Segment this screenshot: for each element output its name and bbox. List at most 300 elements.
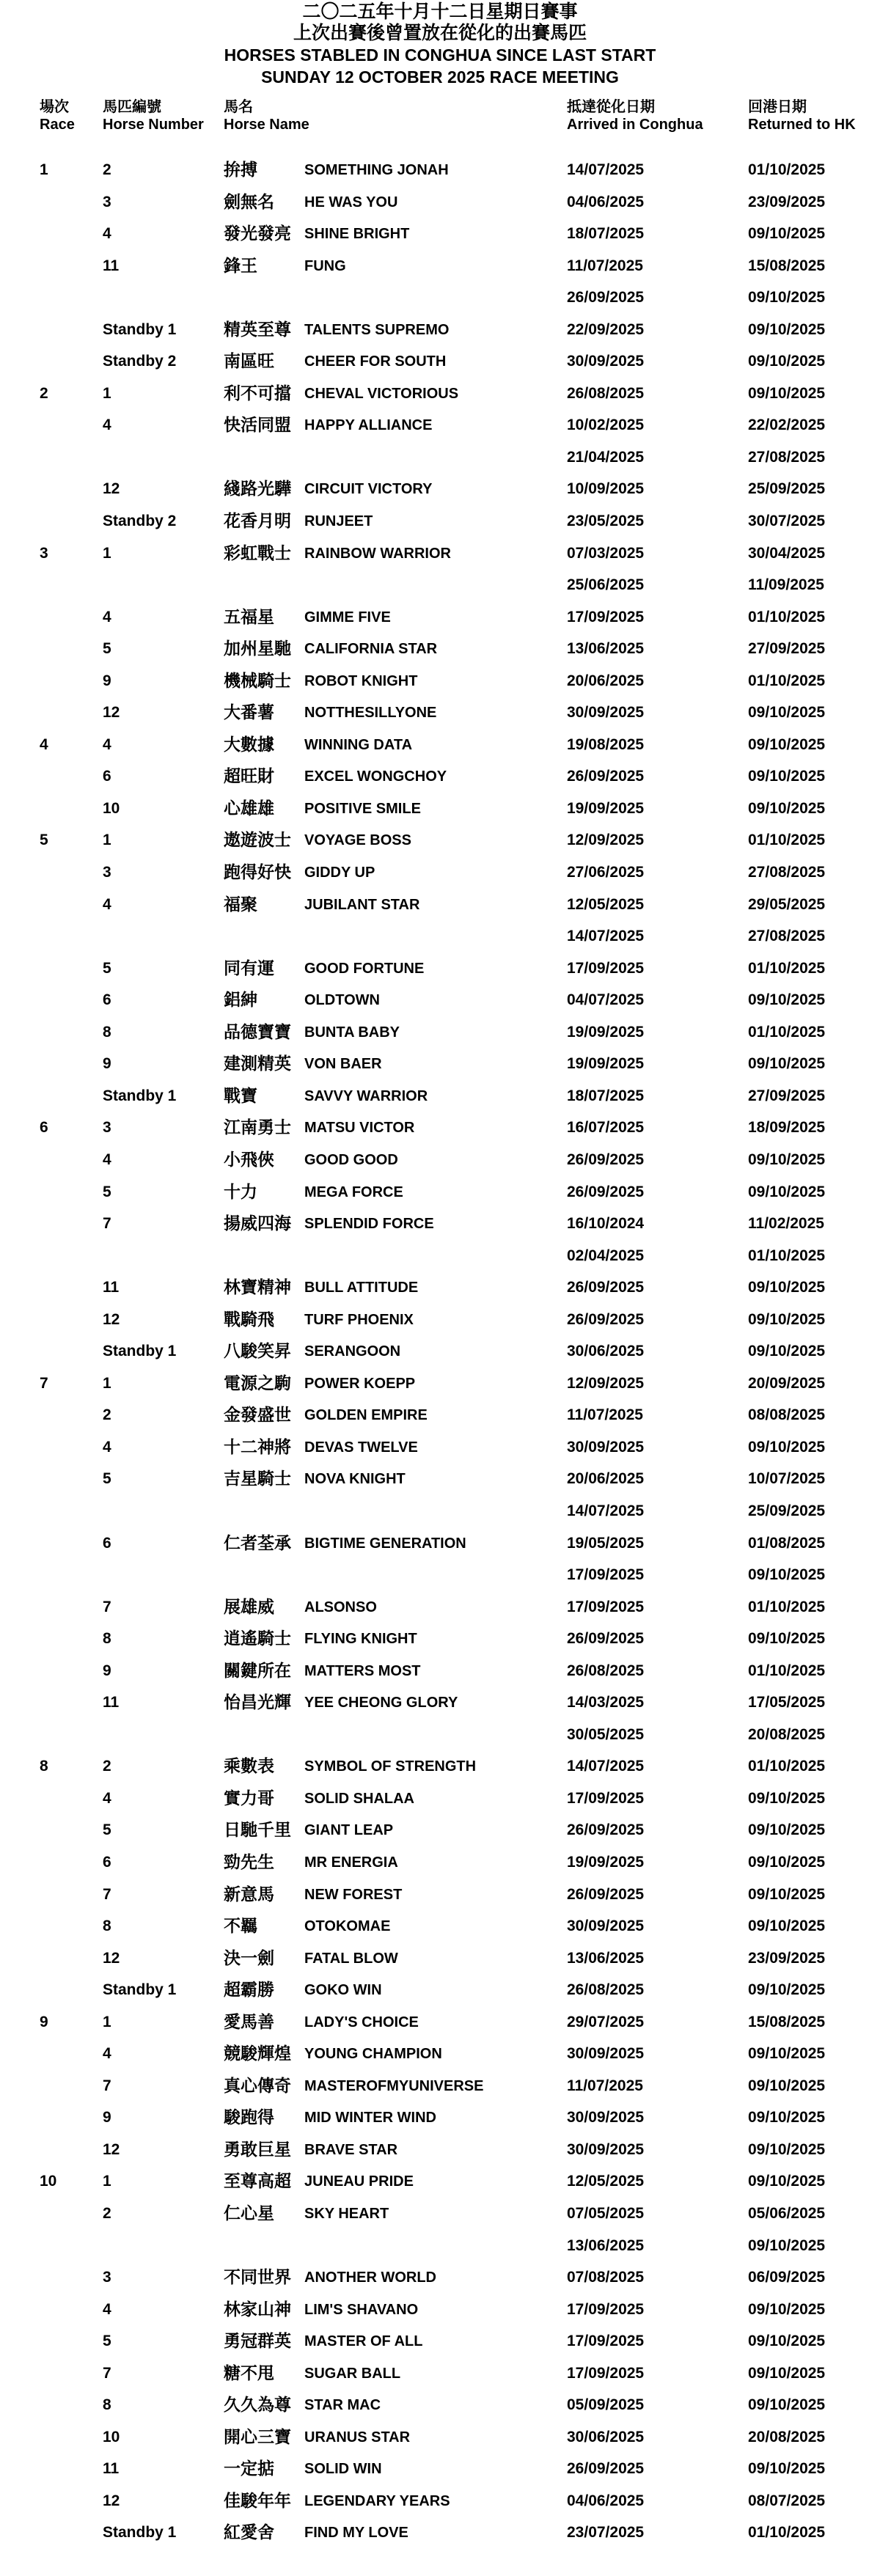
table-row <box>0 250 880 282</box>
horse-name-zh-cell: 關鍵所在 <box>224 1660 291 1680</box>
horse-number-cell: 8 <box>103 1918 111 1935</box>
arrived-date-cell: 26/09/2025 <box>567 1630 645 1648</box>
horse-name-en-cell: GOOD FORTUNE <box>304 960 425 977</box>
horse-number-cell: 1 <box>103 2173 111 2190</box>
horse-name-zh-cell: 仁心星 <box>224 2203 274 2223</box>
race-header-en: Race <box>40 117 75 133</box>
horse-name-en-cell: STAR MAC <box>304 2397 381 2414</box>
horse-number-cell: 4 <box>103 735 111 753</box>
horse-name-header-en: Horse Name <box>224 117 309 133</box>
horse-number-cell: 4 <box>103 608 111 625</box>
horse-number-cell: 4 <box>103 895 111 913</box>
returned-date-cell: 09/10/2025 <box>748 2300 826 2318</box>
horse-name-zh-cell: 鋒王 <box>224 255 257 275</box>
horse-name-en-cell: GOKO WIN <box>304 1982 382 1999</box>
returned-date-cell: 09/10/2025 <box>748 1310 826 1328</box>
returned-date-cell: 15/08/2025 <box>748 2013 826 2030</box>
arrived-date-cell: 26/09/2025 <box>567 2460 645 2478</box>
arrived-date-cell: 26/08/2025 <box>567 1662 645 1679</box>
horse-name-en-cell: LADY'S CHOICE <box>304 2014 419 2030</box>
returned-date-cell: 06/09/2025 <box>748 2269 826 2286</box>
table-row <box>0 633 880 665</box>
horse-number-cell: 1 <box>103 1374 111 1392</box>
horse-number-cell: 10 <box>103 799 120 817</box>
horse-name-en-cell: VOYAGE BOSS <box>304 832 411 849</box>
horse-name-zh-cell: 金發盛世 <box>224 1405 291 1425</box>
returned-date-cell: 09/10/2025 <box>748 2045 826 2063</box>
returned-date-cell: 01/10/2025 <box>748 1247 826 1264</box>
horse-name-zh-cell: 仁者荃承 <box>224 1533 291 1552</box>
horse-number-cell: 9 <box>103 1055 111 1073</box>
table-row <box>0 2038 880 2070</box>
arrived-date-cell: 30/06/2025 <box>567 1343 645 1360</box>
horse-number-cell: 5 <box>103 640 111 658</box>
returned-date-cell: 25/09/2025 <box>748 1502 826 1519</box>
horse-number-cell: 3 <box>103 864 111 881</box>
arrived-date-cell: 20/06/2025 <box>567 1470 645 1488</box>
table-row <box>0 1463 880 1495</box>
returned-date-cell: 01/10/2025 <box>748 832 826 849</box>
horse-name-zh-cell: 南區旺 <box>224 351 274 371</box>
arrived-date-cell: 14/07/2025 <box>567 1502 645 1519</box>
returned-date-cell: 09/10/2025 <box>748 353 826 370</box>
horse-name-en-cell: CHEVAL VICTORIOUS <box>304 385 459 402</box>
returned-date-cell: 09/10/2025 <box>748 2236 826 2254</box>
horse-name-zh-cell: 精英至尊 <box>224 319 291 339</box>
race-cell: 3 <box>40 544 48 562</box>
returned-date-cell: 27/08/2025 <box>748 864 826 881</box>
arrived-date-cell: 30/09/2025 <box>567 2109 645 2127</box>
horse-number-cell: 12 <box>103 480 120 498</box>
arrived-date-cell: 26/08/2025 <box>567 384 645 402</box>
horse-name-en-cell: SOLID WIN <box>304 2461 382 2478</box>
returned-date-cell: 09/10/2025 <box>748 1885 826 1903</box>
table-row <box>0 824 880 856</box>
arrived-date-cell: 12/05/2025 <box>567 2173 645 2190</box>
horse-name-zh-cell: 江南勇士 <box>224 1118 291 1137</box>
horse-name-en-cell: TURF PHOENIX <box>304 1311 414 1328</box>
horse-number-cell: Standby 1 <box>103 2524 177 2542</box>
horse-name-zh-cell: 小飛俠 <box>224 1149 274 1169</box>
horse-name-en-cell: MATTERS MOST <box>304 1662 421 1679</box>
arrived-date-cell: 29/07/2025 <box>567 2013 645 2030</box>
title-english-line-2: SUNDAY 12 OCTOBER 2025 RACE MEETING <box>261 67 619 87</box>
arrived-date-cell: 05/09/2025 <box>567 2396 645 2414</box>
returned-date-cell: 09/10/2025 <box>748 1630 826 1648</box>
table-row <box>0 1016 880 1049</box>
arrived-date-cell: 26/09/2025 <box>567 1885 645 1903</box>
returned-date-cell: 30/04/2025 <box>748 544 826 562</box>
horse-name-column-header <box>224 98 309 133</box>
table-row <box>0 1495 880 1527</box>
horse-name-zh-cell: 十力 <box>224 1181 257 1201</box>
horse-name-zh-cell: 久久為尊 <box>224 2395 291 2415</box>
table-row <box>0 1814 880 1846</box>
arrived-date-cell: 19/09/2025 <box>567 1853 645 1871</box>
horse-name-en-cell: GIANT LEAP <box>304 1822 394 1839</box>
arrived-date-cell: 23/07/2025 <box>567 2524 645 2542</box>
returned-date-cell: 09/10/2025 <box>748 1438 826 1456</box>
race-header-zh: 場次 <box>40 99 69 115</box>
arrived-date-cell: 26/09/2025 <box>567 768 645 785</box>
horse-name-zh-cell: 佳駿年年 <box>224 2490 291 2510</box>
horse-number-cell: 5 <box>103 1470 111 1488</box>
returned-date-cell: 11/02/2025 <box>748 1215 824 1233</box>
horse-name-zh-cell: 劍無名 <box>224 191 274 211</box>
race-cell: 4 <box>40 735 48 753</box>
table-row <box>0 2517 880 2549</box>
returned-date-cell: 01/10/2025 <box>748 672 826 689</box>
arrived-date-cell: 26/09/2025 <box>567 1310 645 1328</box>
horse-name-en-cell: EXCEL WONGCHOY <box>304 768 447 785</box>
arrived-date-cell: 17/09/2025 <box>567 608 645 625</box>
arrived-date-cell: 18/07/2025 <box>567 225 645 243</box>
horse-name-en-cell: HE WAS YOU <box>304 194 398 210</box>
race-cell: 5 <box>40 832 48 849</box>
horse-name-zh-cell: 福聚 <box>224 894 257 914</box>
horse-name-zh-cell: 乘數表 <box>224 1756 274 1776</box>
table-row <box>0 1974 880 2006</box>
table-row <box>0 569 880 601</box>
horse-number-cell: 6 <box>103 1534 111 1552</box>
arrived-header-zh: 抵達從化日期 <box>567 99 655 115</box>
returned-date-cell: 09/10/2025 <box>748 384 826 402</box>
table-row <box>0 1272 880 1304</box>
arrived-date-cell: 17/09/2025 <box>567 2300 645 2318</box>
horse-number-header-zh: 馬匹編號 <box>103 99 161 115</box>
table-row <box>0 2421 880 2454</box>
arrived-date-cell: 22/09/2025 <box>567 320 645 338</box>
arrived-date-cell: 19/09/2025 <box>567 799 645 817</box>
arrived-date-cell: 04/06/2025 <box>567 2492 645 2509</box>
returned-date-cell: 18/09/2025 <box>748 1119 826 1137</box>
arrived-date-cell: 30/06/2025 <box>567 2428 645 2445</box>
returned-date-cell: 09/10/2025 <box>748 1821 826 1839</box>
horse-number-cell: Standby 1 <box>103 1343 177 1360</box>
arrived-date-cell: 16/10/2024 <box>567 1215 645 1233</box>
arrived-date-cell: 26/09/2025 <box>567 1151 645 1168</box>
arrived-date-cell: 17/09/2025 <box>567 1566 645 1584</box>
returned-date-cell: 09/10/2025 <box>748 768 826 785</box>
table-row <box>0 1623 880 1655</box>
table-row <box>0 665 880 697</box>
horse-number-cell: 8 <box>103 1023 111 1041</box>
horse-number-cell: 8 <box>103 1630 111 1648</box>
arrived-date-cell: 17/09/2025 <box>567 2333 645 2350</box>
horse-name-zh-cell: 不同世界 <box>224 2267 291 2287</box>
table-row <box>0 1399 880 1431</box>
horse-number-cell: Standby 2 <box>103 513 177 530</box>
horse-number-column-header <box>103 98 204 133</box>
horse-name-zh-cell: 至尊高超 <box>224 2171 291 2191</box>
table-row <box>0 2325 880 2357</box>
arrived-date-cell: 26/09/2025 <box>567 289 645 307</box>
table-row <box>0 1304 880 1336</box>
table-row <box>0 314 880 346</box>
arrived-date-cell: 16/07/2025 <box>567 1119 645 1137</box>
horse-number-cell: 3 <box>103 193 111 210</box>
horse-number-cell: 9 <box>103 2109 111 2127</box>
horse-number-cell: 9 <box>103 1662 111 1679</box>
horse-name-zh-cell: 糖不甩 <box>224 2363 274 2382</box>
arrived-date-cell: 30/09/2025 <box>567 1438 645 1456</box>
returned-date-cell: 30/07/2025 <box>748 513 826 530</box>
returned-date-cell: 20/09/2025 <box>748 1374 826 1392</box>
horse-name-zh-cell: 展雄威 <box>224 1596 274 1616</box>
returned-date-cell: 09/10/2025 <box>748 1789 826 1807</box>
table-row <box>0 2389 880 2421</box>
horse-name-zh-cell: 林家山神 <box>224 2299 291 2319</box>
horse-name-en-cell: NEW FOREST <box>304 1886 403 1903</box>
arrived-date-cell: 11/07/2025 <box>567 1406 643 1424</box>
returned-date-cell: 01/10/2025 <box>748 608 826 625</box>
horse-number-cell: 11 <box>103 2460 120 2478</box>
horse-name-en-cell: SOLID SHALAA <box>304 1790 414 1807</box>
horse-name-zh-cell: 鋁紳 <box>224 990 257 1010</box>
arrived-date-cell: 27/06/2025 <box>567 864 645 881</box>
horse-name-zh-cell: 建測精英 <box>224 1054 291 1074</box>
horse-name-zh-cell: 新意馬 <box>224 1884 274 1904</box>
arrived-date-cell: 07/08/2025 <box>567 2269 645 2286</box>
horse-name-en-cell: ANOTHER WORLD <box>304 2269 436 2286</box>
table-row <box>0 1176 880 1208</box>
returned-date-cell: 09/10/2025 <box>748 2173 826 2190</box>
table-row <box>0 1783 880 1815</box>
horse-number-cell: Standby 1 <box>103 1981 177 1999</box>
horse-name-en-cell: SHINE BRIGHT <box>304 226 410 243</box>
table-row <box>0 1368 880 1400</box>
horse-name-zh-cell: 大數據 <box>224 734 274 754</box>
race-cell: 9 <box>40 2013 48 2030</box>
table-row <box>0 1942 880 1975</box>
horse-number-cell: 4 <box>103 1438 111 1456</box>
horse-name-zh-cell: 戰騎飛 <box>224 1309 274 1329</box>
table-row <box>0 1750 880 1783</box>
arrived-date-cell: 26/09/2025 <box>567 1821 645 1839</box>
horse-number-cell: 11 <box>103 1279 120 1296</box>
horse-name-en-cell: POSITIVE SMILE <box>304 800 421 817</box>
table-row <box>0 760 880 793</box>
returned-date-cell: 09/10/2025 <box>748 225 826 243</box>
horse-name-en-cell: CHEER FOR SOUTH <box>304 353 447 370</box>
returned-date-cell: 01/10/2025 <box>748 1023 826 1041</box>
column-header-row <box>0 98 880 154</box>
horse-name-en-cell: YEE CHEONG GLORY <box>304 1695 458 1711</box>
table-row <box>0 889 880 921</box>
horse-name-header-zh: 馬名 <box>224 99 253 115</box>
returned-date-cell: 08/07/2025 <box>748 2492 826 2509</box>
returned-date-cell: 10/07/2025 <box>748 1470 826 1488</box>
returned-date-cell: 09/10/2025 <box>748 704 826 722</box>
horse-name-zh-cell: 競駿輝煌 <box>224 2044 291 2063</box>
table-row <box>0 1048 880 1080</box>
horse-name-en-cell: ROBOT KNIGHT <box>304 672 418 689</box>
horse-name-zh-cell: 彩虹戰士 <box>224 543 291 562</box>
returned-date-cell: 09/10/2025 <box>748 799 826 817</box>
returned-header-zh: 回港日期 <box>748 99 807 115</box>
horse-name-zh-cell: 八駿笑昇 <box>224 1341 291 1361</box>
table-row <box>0 282 880 314</box>
horse-name-en-cell: ALSONSO <box>304 1599 377 1615</box>
returned-date-cell: 09/10/2025 <box>748 2140 826 2158</box>
table-row <box>0 1240 880 1272</box>
table-row <box>0 505 880 537</box>
returned-date-cell: 27/08/2025 <box>748 928 826 945</box>
table-row <box>0 1559 880 1591</box>
table-row <box>0 345 880 378</box>
horse-name-en-cell: POWER KOEPP <box>304 1375 416 1392</box>
table-row <box>0 697 880 729</box>
horse-name-zh-cell: 怡昌光輝 <box>224 1692 291 1712</box>
horse-number-cell: 12 <box>103 2492 120 2509</box>
horse-name-zh-cell: 揚威四海 <box>224 1214 291 1233</box>
horse-number-cell: 8 <box>103 2396 111 2414</box>
horse-name-zh-cell: 電源之駒 <box>224 1373 291 1392</box>
table-row <box>0 984 880 1016</box>
table-row <box>0 2453 880 2485</box>
horse-name-zh-cell: 拚搏 <box>224 160 257 179</box>
table-row <box>0 2198 880 2230</box>
returned-date-cell: 23/09/2025 <box>748 1949 826 1967</box>
horse-name-zh-cell: 日馳千里 <box>224 1820 291 1840</box>
horse-number-cell: Standby 1 <box>103 320 177 338</box>
horse-name-en-cell: BRAVE STAR <box>304 2141 398 2158</box>
arrived-date-cell: 30/09/2025 <box>567 2045 645 2063</box>
horse-name-en-cell: BIGTIME GENERATION <box>304 1535 466 1552</box>
table-row <box>0 1335 880 1368</box>
returned-date-cell: 27/09/2025 <box>748 1087 826 1104</box>
horse-name-en-cell: HAPPY ALLIANCE <box>304 417 433 434</box>
arrived-date-cell: 17/09/2025 <box>567 2364 645 2382</box>
horse-name-zh-cell: 大番薯 <box>224 702 274 722</box>
horse-name-zh-cell: 林寶精神 <box>224 1277 291 1297</box>
arrived-date-cell: 11/07/2025 <box>567 2077 643 2094</box>
arrived-date-cell: 19/09/2025 <box>567 1023 645 1041</box>
horse-number-cell: 10 <box>103 2428 120 2445</box>
horse-number-cell: 6 <box>103 768 111 785</box>
horse-name-en-cell: LIM'S SHAVANO <box>304 2301 419 2318</box>
returned-date-cell: 09/10/2025 <box>748 1055 826 1073</box>
horse-name-en-cell: SUGAR BALL <box>304 2365 401 2382</box>
table-row <box>0 1910 880 1942</box>
table-row <box>0 1846 880 1879</box>
horse-name-en-cell: FATAL BLOW <box>304 1950 398 1967</box>
returned-header-en: Returned to HK <box>748 117 856 133</box>
horse-name-en-cell: LEGENDARY YEARS <box>304 2492 450 2509</box>
table-row <box>0 1431 880 1464</box>
horse-name-zh-cell: 發光發亮 <box>224 224 291 243</box>
arrived-date-cell: 26/09/2025 <box>567 1183 645 1200</box>
horse-name-en-cell: VON BAER <box>304 1056 382 1073</box>
title-english-line-1: HORSES STABLED IN CONGHUA SINCE LAST START <box>224 45 656 65</box>
returned-date-cell: 09/10/2025 <box>748 1566 826 1584</box>
table-row <box>0 601 880 634</box>
horse-name-en-cell: MR ENERGIA <box>304 1854 398 1871</box>
horse-number-cell: 5 <box>103 2333 111 2350</box>
horse-number-cell: 7 <box>103 1215 111 1233</box>
arrived-date-cell: 25/06/2025 <box>567 576 645 594</box>
horse-name-en-cell: URANUS STAR <box>304 2429 411 2445</box>
arrived-date-cell: 14/03/2025 <box>567 1694 645 1711</box>
horse-name-en-cell: BULL ATTITUDE <box>304 1280 419 1296</box>
horse-name-en-cell: WINNING DATA <box>304 736 413 753</box>
table-row <box>0 1144 880 1176</box>
returned-date-cell: 09/10/2025 <box>748 320 826 338</box>
horse-name-zh-cell: 一定掂 <box>224 2459 274 2478</box>
horse-name-zh-cell: 決一劍 <box>224 1948 274 1967</box>
horse-number-cell: 7 <box>103 2364 111 2382</box>
returned-date-cell: 05/06/2025 <box>748 2205 826 2222</box>
arrived-date-cell: 12/05/2025 <box>567 895 645 913</box>
returned-date-cell: 23/09/2025 <box>748 193 826 210</box>
horse-name-en-cell: SKY HEART <box>304 2206 389 2222</box>
horse-name-en-cell: MASTEROFMYUNIVERSE <box>304 2077 484 2094</box>
arrived-date-cell: 02/04/2025 <box>567 1247 645 1264</box>
table-row <box>0 1687 880 1719</box>
returned-date-cell: 15/08/2025 <box>748 257 826 274</box>
returned-date-cell: 09/10/2025 <box>748 991 826 1009</box>
arrived-date-cell: 23/05/2025 <box>567 513 645 530</box>
arrived-date-cell: 30/09/2025 <box>567 704 645 722</box>
horse-name-en-cell: FIND MY LOVE <box>304 2525 408 2542</box>
horse-name-zh-cell: 開心三寶 <box>224 2426 291 2446</box>
horse-name-zh-cell: 實力哥 <box>224 1788 274 1808</box>
table-row <box>0 186 880 219</box>
horse-name-zh-cell: 吉星騎士 <box>224 1469 291 1489</box>
horse-name-zh-cell: 心雄雄 <box>224 798 274 818</box>
table-row <box>0 2357 880 2390</box>
horse-name-zh-cell: 機械騎士 <box>224 670 291 690</box>
horse-name-zh-cell: 愛馬善 <box>224 2011 274 2031</box>
horse-number-cell: 11 <box>103 257 120 274</box>
table-row <box>0 953 880 985</box>
returned-date-cell: 09/10/2025 <box>748 1981 826 1999</box>
horse-name-en-cell: RAINBOW WARRIOR <box>304 545 451 562</box>
race-cell: 2 <box>40 384 48 402</box>
horse-name-zh-cell: 綫路光驊 <box>224 479 291 499</box>
horse-table-body <box>0 154 880 2549</box>
horse-name-en-cell: OLDTOWN <box>304 992 380 1009</box>
race-cell: 8 <box>40 1758 48 1775</box>
horse-number-cell: 5 <box>103 959 111 977</box>
table-row <box>0 1527 880 1560</box>
returned-date-cell: 25/09/2025 <box>748 480 826 498</box>
arrived-date-cell: 30/05/2025 <box>567 1725 645 1743</box>
table-row <box>0 920 880 953</box>
horse-name-en-cell: TALENTS SUPREMO <box>304 321 450 338</box>
returned-date-cell: 09/10/2025 <box>748 2077 826 2094</box>
horse-name-en-cell: MEGA FORCE <box>304 1184 403 1200</box>
horse-name-en-cell: CIRCUIT VICTORY <box>304 481 433 498</box>
returned-date-cell: 09/10/2025 <box>748 735 826 753</box>
horse-number-cell: 6 <box>103 991 111 1009</box>
table-row <box>0 378 880 410</box>
arrived-date-cell: 20/06/2025 <box>567 672 645 689</box>
table-row <box>0 154 880 186</box>
returned-date-cell: 09/10/2025 <box>748 2460 826 2478</box>
table-row <box>0 2485 880 2517</box>
horse-name-en-cell: RUNJEET <box>304 513 373 530</box>
arrived-date-cell: 14/07/2025 <box>567 161 645 178</box>
horse-number-cell: 4 <box>103 1789 111 1807</box>
table-row <box>0 856 880 889</box>
returned-date-cell: 09/10/2025 <box>748 1918 826 1935</box>
arrived-date-cell: 17/09/2025 <box>567 1598 645 1615</box>
horse-name-en-cell: FUNG <box>304 257 346 274</box>
arrived-date-cell: 19/05/2025 <box>567 1534 645 1552</box>
returned-date-cell: 01/10/2025 <box>748 1598 826 1615</box>
horse-number-cell: 12 <box>103 2140 120 2158</box>
